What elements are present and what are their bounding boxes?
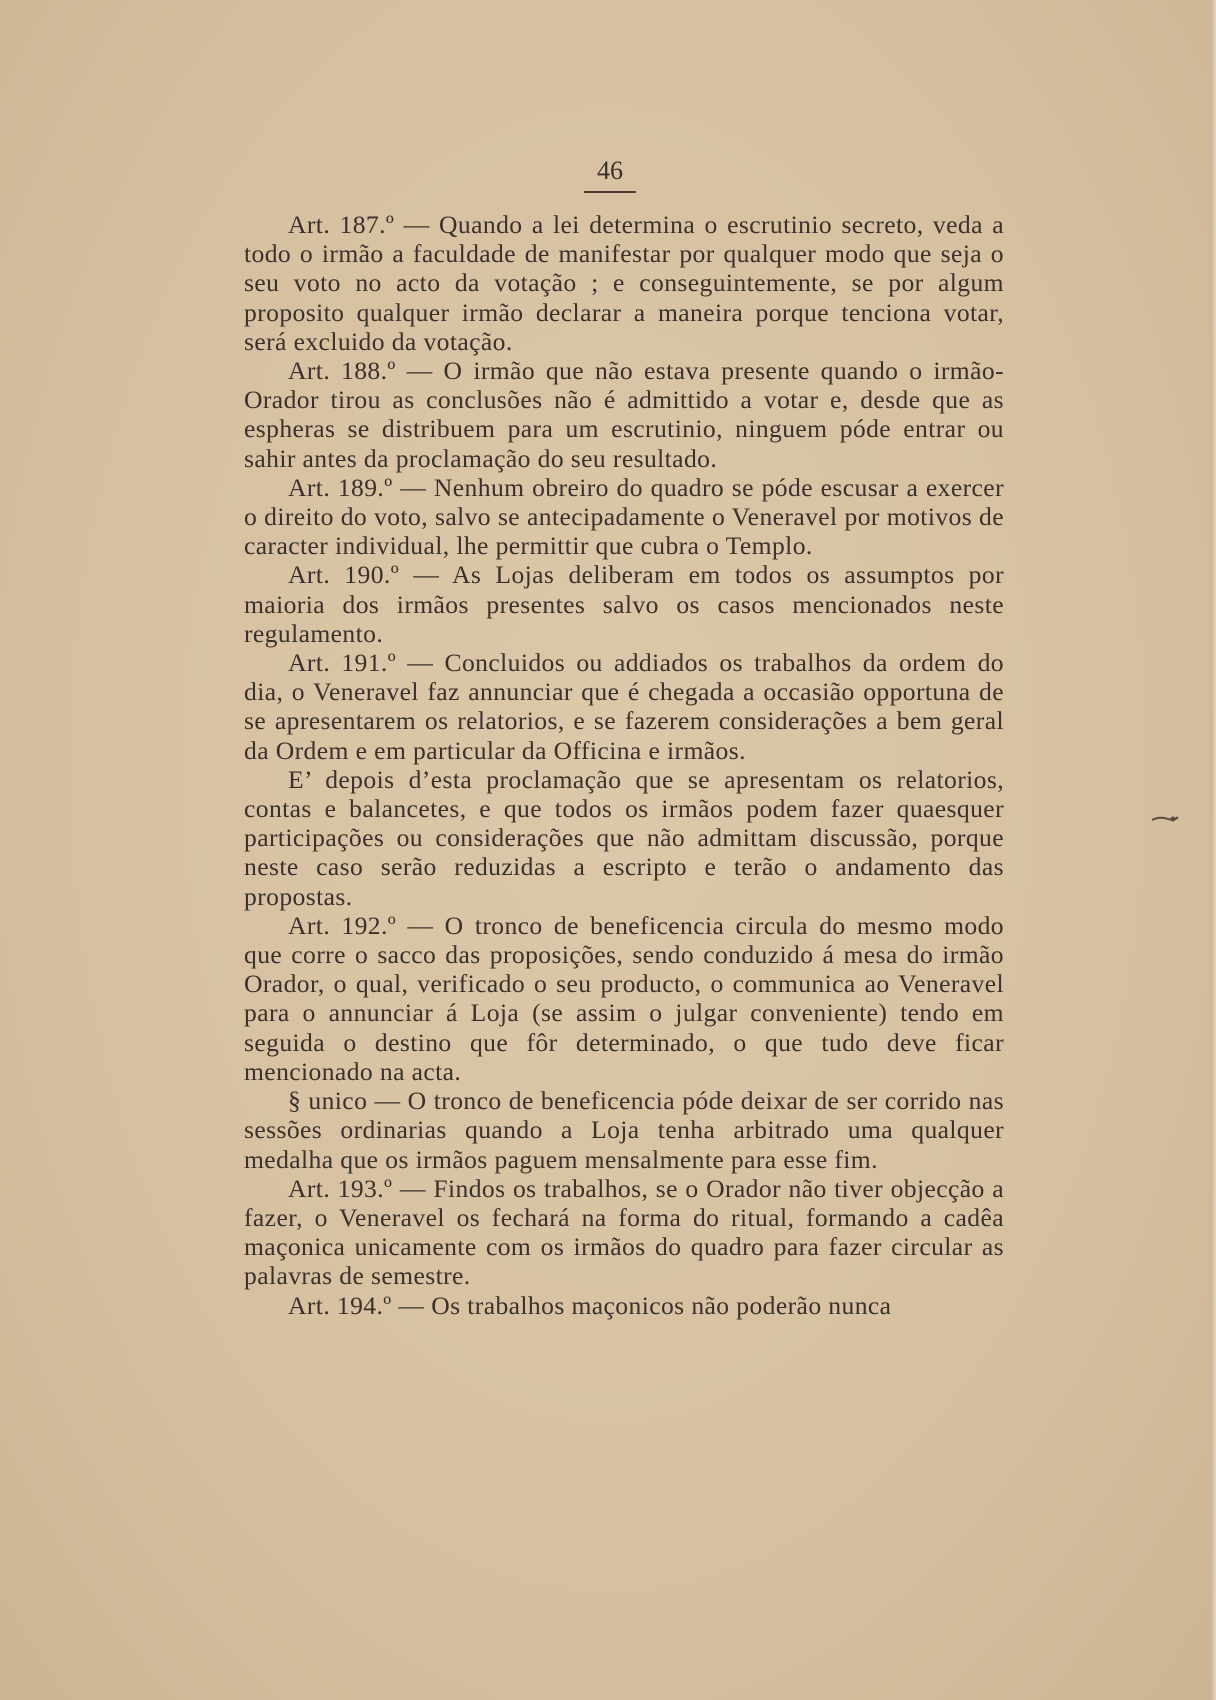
paragraph-art-188: Art. 188.º — O irmão que não estava presente quando o irmão-Orador tirou as conclusões não é admittido a votar e, desde que as espheras se distribuem para um escrutinio, ninguem póde entrar ou sahir antes da proclamação do seu resultado.: [244, 356, 1004, 473]
paragraph-art-187: Art. 187.º — Quando a lei determina o escrutinio secreto, veda a todo o irmão a faculdade de manifestar por qualquer modo que seja o seu voto no acto da votação ; e conseguintemente, se por algum proposito qualquer irmão declarar a maneira porque tenciona votar, será excluido da votação.: [244, 210, 1004, 356]
paragraph-art-190: Art. 190.º — As Lojas deliberam em todos os assumptos por maioria dos irmãos presentes salvo os casos mencionados neste regulamento.: [244, 560, 1004, 648]
page-edge: [1210, 0, 1216, 1700]
paragraph-art-194: Art. 194.º — Os trabalhos maçonicos não poderão nunca: [288, 1290, 892, 1320]
paragraph-art-192: Art. 192.º — O tronco de beneficencia circula do mesmo modo que corre o sacco das proposições, sendo conduzido á mesa do irmão Orador, o qual, verificado o seu producto, o communica ao Veneravel para o annunciar á Loja (se assim o julgar conveniente) tendo em seguida o destino que fôr determinado, o que tudo deve ficar mencionado na acta.: [244, 910, 1004, 1086]
paragraph-art-191: Art. 191.º — Concluidos ou addiados os trabalhos da ordem do dia, o Veneravel faz annunciar que é chegada a occasião opportuna de se apresentarem os relatorios, e se fazerem considerações a bem geral da Ordem e em particular da Officina e irmãos.: [244, 648, 1004, 765]
ink-speck-mark: [1148, 810, 1184, 828]
paragraph-art-189: Art. 189.º — Nenhum obreiro do quadro se póde escusar a exercer o direito do voto, salvo se antecipadamente o Veneravel por motivos de caracter individual, lhe permittir que cubra o Templo.: [244, 472, 1004, 561]
page-number-rule: [584, 191, 636, 193]
paragraph-unico: § unico — O tronco de beneficencia póde deixar de ser corrido nas sessões ordinarias quando a Loja tenha arbitrado uma qualquer medalha que os irmãos paguem mensalmente para esse fim.: [244, 1086, 1004, 1174]
body-text: [244, 210, 1004, 1320]
page-number: 46: [597, 156, 623, 185]
paragraph-relatorios: E’ depois d’esta proclamação que se apresentam os relatorios, contas e balancetes, e que todos os irmãos podem fazer quaesquer participações ou considerações que não admittam discussão, porque neste caso serão reduzidas a escripto e terão o andamento das propostas.: [244, 764, 1004, 911]
paragraph-art-193: Art. 193.º — Findos os trabalhos, se o Orador não tiver objecção a fazer, o Veneravel os fechará na forma do ritual, formando a cadêa maçonica unicamente com os irmãos do quadro para fazer circular as palavras de semestre.: [244, 1173, 1004, 1291]
